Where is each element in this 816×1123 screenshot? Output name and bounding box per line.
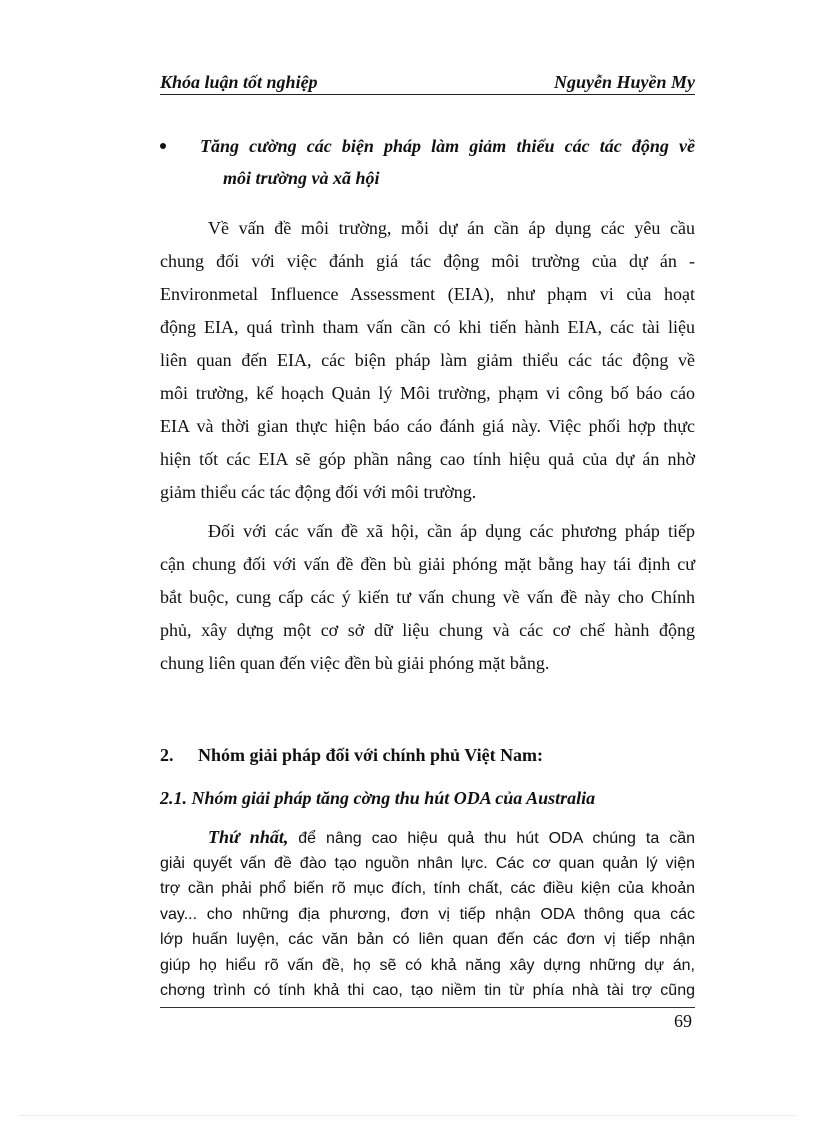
text-line: giải quyết vấn đề đào tạo nguồn nhân lực. Các cơ quan quản lý viện bbox=[160, 854, 695, 872]
text-line: liên quan đến EIA, các biện pháp làm giảm thiểu các tác động về bbox=[160, 350, 695, 370]
text-line: môi trường, kế hoạch Quản lý Môi trường, phạm vi công bố báo cáo bbox=[160, 383, 695, 403]
bullet-heading-line-2: môi trường và xã hội bbox=[223, 168, 380, 188]
text-line: phủ, xây dựng một cơ sở dữ liệu chung và các cơ chế hành động bbox=[160, 620, 695, 640]
header-thesis-label: Khóa luận tốt nghiệp bbox=[160, 72, 318, 92]
page-header bbox=[160, 70, 695, 95]
text-line: trợ cần phải phổ biến rõ mục đích, tính chất, các điều kiện của khoản bbox=[160, 880, 695, 897]
bullet-heading-line-1: Tăng cường các biện pháp làm giảm thiểu các tác động về bbox=[200, 136, 695, 156]
page-number: 69 bbox=[674, 1011, 692, 1031]
text-line: Environmetal Influence Assessment (EIA), như phạm vi của hoạt bbox=[160, 284, 695, 304]
section-heading-2 bbox=[160, 745, 543, 766]
text-line: động EIA, quá trình tham vấn cần có khi tiến hành EIA, các tài liệu bbox=[160, 317, 695, 337]
section-number: 2. bbox=[160, 745, 174, 765]
bullet-dot-icon bbox=[160, 143, 166, 149]
text-line: bắt buộc, cung cấp các ý kiến tư vấn chung về vấn đề này cho Chính bbox=[160, 587, 695, 607]
text-line: giảm thiểu các tác động đối với môi trường. bbox=[160, 482, 477, 502]
text-line: giúp họ hiểu rõ vấn đề, họ sẽ có khả năng xây dựng những dự án, bbox=[160, 956, 695, 974]
text-line: chung đối với việc đánh giá tác động môi trường của dự án - bbox=[160, 251, 695, 271]
text-line bbox=[160, 825, 695, 851]
text-line-rest: để nâng cao hiệu quả thu hút ODA chúng ta cần bbox=[288, 830, 695, 847]
paragraph-society bbox=[160, 515, 695, 680]
subsection-heading-2-1: 2.1. Nhóm giải pháp tăng cờng thu hút ODA của Australia bbox=[160, 788, 596, 808]
text-line: lớp huấn luyện, các văn bản có liên quan đến các đơn vị tiếp nhận bbox=[160, 931, 695, 948]
text-line: Về vấn đề môi trường, mỗi dự án cần áp dụng các yêu cầu bbox=[208, 218, 695, 238]
text-line: vay... cho những địa phương, đơn vị tiếp nhận ODA thông qua các bbox=[160, 905, 695, 923]
paragraph-first-solution bbox=[160, 825, 695, 1004]
text-line: EIA và thời gian thực hiện báo cáo đánh giá này. Việc phối hợp thực bbox=[160, 416, 695, 436]
text-line: chơng trình có tính khả thi cao, tạo niềm tin từ phía nhà tài trợ cũng bbox=[160, 982, 695, 999]
text-line: chung liên quan đến việc đền bù giải phóng mặt bằng. bbox=[160, 653, 550, 673]
footer-divider bbox=[160, 1007, 695, 1008]
section-title: Nhóm giải pháp đối với chính phủ Việt Nam: bbox=[198, 745, 544, 765]
text-line: hiện tốt các EIA sẽ góp phần nâng cao tính hiệu quả của dự án nhờ bbox=[160, 449, 695, 469]
paragraph-environment bbox=[160, 212, 695, 509]
header-author-name: Nguyễn Huyền My bbox=[554, 72, 695, 92]
lead-phrase: Thứ nhất, bbox=[208, 827, 289, 847]
text-line: Đối với các vấn đề xã hội, cần áp dụng các phương pháp tiếp bbox=[208, 521, 695, 541]
text-line: cận chung đối với vấn đề đền bù giải phóng mặt bằng hay tái định cư bbox=[160, 554, 695, 574]
page-bottom-divider bbox=[20, 1115, 796, 1116]
